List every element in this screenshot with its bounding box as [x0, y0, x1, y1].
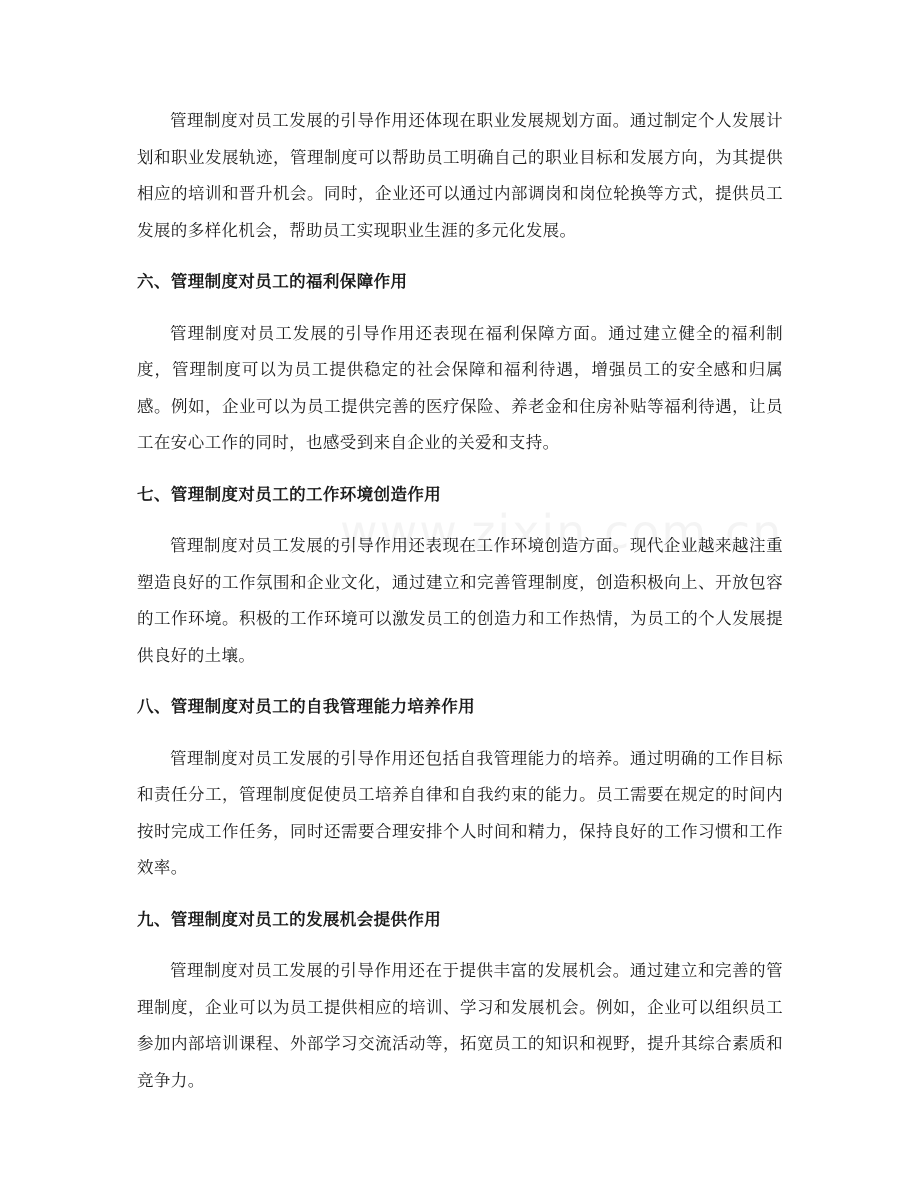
- heading-work-environment: 七、管理制度对员工的工作环境创造作用: [137, 484, 442, 504]
- heading-development-opportunity: 九、管理制度对员工的发展机会提供作用: [137, 909, 442, 929]
- paragraph-welfare: 管理制度对员工发展的引导作用还表现在福利保障方面。通过建立健全的福利制度，管理制度可以为员工提供稳定的社会保障和福利待遇，增强员工的安全感和归属感。例如，企业可以为员工提供完善的医疗保险、养老金和住房补贴等福利待遇，让员工在安心工作的同时，也感受到来自企业的关爱和支持。: [137, 323, 783, 452]
- paragraph-career-planning: 管理制度对员工发展的引导作用还体现在职业发展规划方面。通过制定个人发展计划和职业发展轨迹，管理制度可以帮助员工明确自己的职业目标和发展方向，为其提供相应的培训和晋升机会。同时，企业还可以通过内部调岗和岗位轮换等方式，提供员工发展的多样化机会，帮助员工实现职业生涯的多元化发展。: [137, 111, 783, 240]
- paragraph-self-management: 管理制度对员工发展的引导作用还包括自我管理能力的培养。通过明确的工作目标和责任分工，管理制度促使员工培养自律和自我约束的能力。员工需要在规定的时间内按时完成工作任务，同时还需要合理安排个人时间和精力，保持良好的工作习惯和工作效率。: [137, 748, 783, 877]
- document-body: [137, 103, 783, 1099]
- heading-welfare: 六、管理制度对员工的福利保障作用: [137, 272, 408, 291]
- paragraph-work-environment: 管理制度对员工发展的引导作用还表现在工作环境创造方面。现代企业越来越注重塑造良好的工作氛围和企业文化，通过建立和完善管理制度，创造积极向上、开放包容的工作环境。积极的工作环境可以激发员工的创造力和工作热情，为员工的个人发展提供良好的土壤。: [137, 536, 783, 665]
- paragraph-development-opportunity: 管理制度对员工发展的引导作用还在于提供丰富的发展机会。通过建立和完善的管理制度，企业可以为员工提供相应的培训、学习和发展机会。例如，企业可以组织员工参加内部培训课程、外部学习交流活动等，拓宽员工的知识和视野，提升其综合素质和竞争力。: [137, 961, 783, 1090]
- heading-self-management: 八、管理制度对员工的自我管理能力培养作用: [137, 697, 475, 716]
